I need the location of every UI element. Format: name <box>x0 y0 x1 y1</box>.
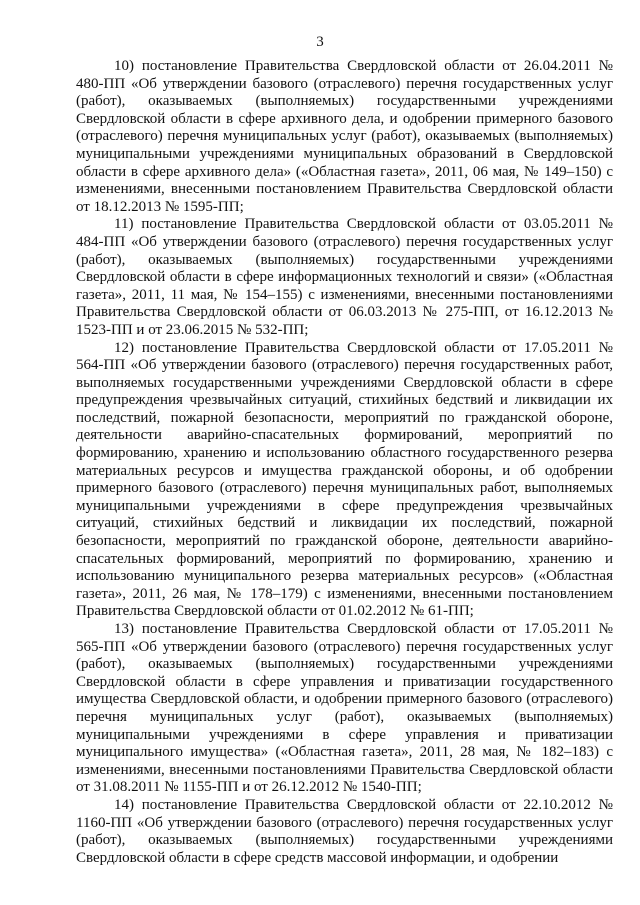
list-item: 11) постановление Правительства Свердловской области от 03.05.2011 № 484-ПП «Об утверждении базового (отраслевого) перечня государственных услуг (работ), оказываемых (выполняемых) государственными учреждениями Свердловской области в сфере информационных технологий и связи» («Областная газета», 2011, 11 мая, № 154–155) с изменениями, внесенными постановлениями Правительства Свердловской области от 06.03.2013 № 275-ПП, от 16.12.2013 № 1523-ПП и от 23.06.2015 № 532-ПП; <box>76 216 613 338</box>
list-item: 14) постановление Правительства Свердловской области от 22.10.2012 № 1160-ПП «Об утверждении базового (отраслевого) перечня государственных услуг (работ), оказываемых (выполняемых) государственными учреждениями Свердловской области в сфере средств массовой информации, и одобрении <box>76 796 613 866</box>
document-body <box>76 58 613 867</box>
list-item: 13) постановление Правительства Свердловской области от 17.05.2011 № 565-ПП «Об утверждении базового (отраслевого) перечня государственных услуг (работ), оказываемых (выполняемых) государственными учреждениями Свердловской области в сфере управления и приватизации государственного имущества Свердловской области, и одобрении примерного базового (отраслевого) перечня муниципальных услуг (работ), оказываемых (выполняемых) муниципальными учреждениями в сфере управления и приватизации муниципального имущества» («Областная газета», 2011, 28 мая, № 182–183) с изменениями, внесенными постановлениями Правительства Свердловской области от 31.08.2011 № 1155-ПП и от 26.12.2012 № 1540-ПП; <box>76 621 613 796</box>
page-number: 3 <box>316 34 324 50</box>
list-item: 10) постановление Правительства Свердловской области от 26.04.2011 № 480-ПП «Об утверждении базового (отраслевого) перечня государственных услуг (работ), оказываемых (выполняемых) государственными учреждениями Свердловской области в сфере архивного дела, и одобрении примерного базового (отраслевого) перечня муниципальных услуг (работ), оказываемых (выполняемых) муниципальными учреждениями муниципальных образований в Свердловской области в сфере архивного дела» («Областная газета», 2011, 06 мая, № 149–150) с изменениями, внесенными постановлением Правительства Свердловской области от 18.12.2013 № 1595-ПП; <box>76 58 613 215</box>
list-item: 12) постановление Правительства Свердловской области от 17.05.2011 № 564-ПП «Об утверждении базового (отраслевого) перечня государственных работ, выполняемых государственными учреждениями Свердловской области в сфере предупреждения чрезвычайных ситуаций, стихийных бедствий и ликвидации их последствий, пожарной безопасности, мероприятий по гражданской обороне, деятельности аварийно-спасательных формирований, мероприятий по формированию, хранению и использованию областного государственного резерва материальных ресурсов и имущества гражданской обороны, и об одобрении примерного базового (отраслевого) перечня муниципальных работ, выполняемых муниципальными учреждениями в сфере предупреждения чрезвычайных ситуаций, стихийных бедствий и ликвидации их последствий, пожарной безопасности, мероприятий по гражданской обороне, деятельности аварийно-спасательных формирований, мероприятий по формированию, хранению и использованию муниципального резерва материальных ресурсов» («Областная газета», 2011, 26 мая, № 178–179) с изменениями, внесенными постановлением Правительства Свердловской области от 01.02.2012 № 61-ПП; <box>76 339 613 620</box>
